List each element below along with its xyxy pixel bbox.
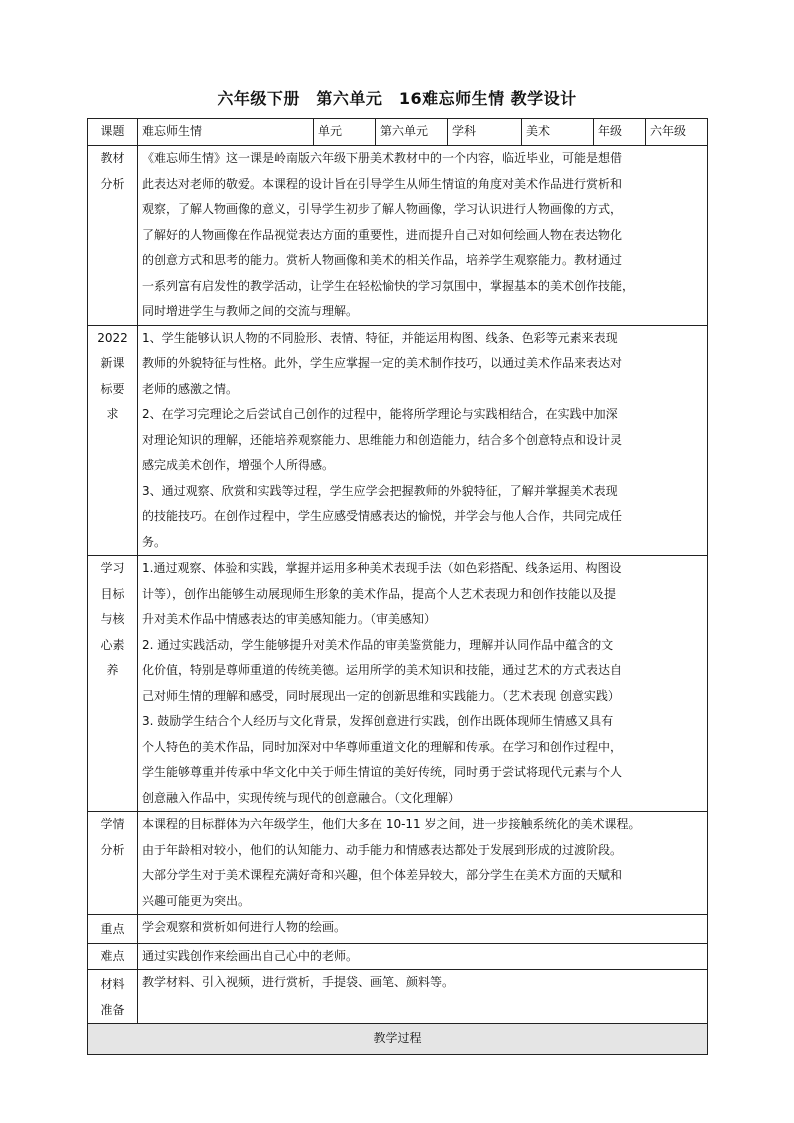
section-row — [88, 943, 708, 970]
content-line: 计等），创作出能够生动展现师生形象的美术作品，提高个人艺术表现力和创作技能以及提 — [142, 586, 617, 601]
content-line: 2、在学习完理论之后尝试自己创作的过程中，能将所学理论与实践相结合，在实践中加深 — [142, 407, 618, 421]
content-line: 升对美术作品中情感表达的审美感知能力。（审美感知） — [142, 612, 437, 626]
content-line: 2. 通过实践活动，学生能够提升对美术作品的审美鉴赏能力，理解并认同作品中蕴含的文 — [142, 637, 614, 652]
section-row — [88, 812, 708, 915]
section-label-line: 心素 — [100, 637, 125, 652]
document-title: 六年级下册 第六单元 16难忘师生情 教学设计 — [217, 89, 577, 108]
section-label-line: 分析 — [100, 842, 125, 857]
content-line: 3. 鼓励学生结合个人经历与文化背景，发挥创意进行实践，创作出既体现师生情感又具有 — [142, 714, 614, 728]
section-label-line: 新课 — [100, 356, 125, 370]
content-line: 对理论知识的理解，还能培养观察能力、思维能力和创造能力，结合多个创意特点和设计灵 — [142, 432, 623, 447]
section-label-line: 准备 — [100, 1002, 125, 1017]
header-row — [88, 119, 708, 146]
subject-label: 学科 — [448, 119, 522, 146]
section-content — [138, 970, 708, 1024]
section-content — [138, 556, 708, 812]
lesson-plan-table — [87, 118, 708, 1055]
content-line: 学生能够尊重并传承中华文化中关于师生情谊的美好传统，同时勇于尝试将现代元素与个人 — [142, 765, 623, 779]
content-line: 兴趣可能更为突出。 — [142, 893, 251, 908]
section-label-line: 材料 — [100, 977, 125, 991]
section-label-line: 学情 — [100, 817, 125, 831]
section-row — [88, 146, 708, 326]
section-row — [88, 325, 708, 556]
section-label-line: 重点 — [100, 922, 125, 936]
teaching-process-row — [88, 1024, 708, 1055]
content-line: 创意融入作品中，实现传统与现代的创意融合。（文化理解） — [142, 790, 461, 805]
section-row — [88, 915, 708, 944]
section-label-line: 教材 — [100, 151, 125, 165]
content-line: 老师的感激之情。 — [142, 381, 239, 396]
content-line: 1.通过观察、体验和实践，掌握并运用多种美术表现手法（如色彩搭配、线条运用、构图设 — [142, 561, 622, 575]
grade-label: 年级 — [594, 119, 646, 146]
section-label — [88, 812, 138, 915]
section-label — [88, 556, 138, 812]
content-line: 1、学生能够认识人物的不同脸形、表情、特征，并能运用构图、线条、色彩等元素来表现 — [142, 330, 618, 345]
section-row — [88, 556, 708, 812]
content-line: 通过实践创作来绘画出自己心中的老师。 — [142, 948, 359, 963]
section-label-line: 学习 — [100, 561, 125, 575]
content-line: 《难忘师生情》这一课是岭南版六年级下册美术教材中的一个内容，临近毕业，可能是想借 — [142, 151, 623, 165]
section-label — [88, 970, 138, 1024]
content-line: 己对师生情的理解和感受，同时展现出一定的创新思维和实践能力。（艺术表现 创意实践） — [142, 688, 620, 703]
section-row — [88, 970, 708, 1024]
course-label: 课题 — [88, 119, 138, 146]
content-line: 大部分学生对于美术课程充满好奇和兴趣，但个体差异较大，部分学生在美术方面的天赋和 — [142, 868, 623, 882]
section-label-line: 与核 — [100, 612, 125, 626]
section-label-line: 养 — [106, 663, 119, 677]
section-content — [138, 146, 708, 326]
section-content — [138, 915, 708, 944]
unit-label: 单元 — [314, 119, 376, 146]
course-value: 难忘师生情 — [138, 119, 314, 146]
content-line: 的技能技巧。在创作过程中，学生应感受情感表达的愉悦，并学会与他人合作，共同完成任 — [142, 509, 623, 523]
section-label-line: 2022 — [97, 330, 128, 345]
content-line: 本课程的目标群体为六年级学生，他们大多在 10-11 岁之间，进一步接触系统化的美术课程。 — [142, 817, 641, 831]
content-line: 教师的外貌特征与性格。此外，学生应掌握一定的美术制作技巧，以通过美术作品来表达对 — [142, 356, 623, 370]
content-line: 此表达对老师的敬爱。本课程的设计旨在引导学生从师生情谊的角度对美术作品进行赏析和 — [142, 176, 623, 191]
teaching-process-heading: 教学过程 — [88, 1024, 708, 1055]
unit-value: 第六单元 — [376, 119, 448, 146]
section-label — [88, 915, 138, 944]
content-line: 学会观察和赏析如何进行人物的绘画。 — [142, 920, 347, 934]
section-label-line: 难点 — [100, 948, 125, 963]
content-line: 3、通过观察、欣赏和实践等过程，学生应学会把握教师的外貌特征，了解并掌握美术表现 — [142, 483, 618, 498]
section-content — [138, 943, 708, 970]
content-line — [142, 996, 703, 1022]
content-line: 由于年龄相对较小，他们的认知能力、动手能力和情感表达都处于发展到形成的过渡阶段。 — [142, 842, 623, 857]
section-label — [88, 146, 138, 326]
content-line: 教学材料、引入视频，进行赏析，手提袋、画笔、颜料等。 — [142, 975, 455, 989]
section-content — [138, 325, 708, 556]
content-line: 个人特色的美术作品，同时加深对中华尊师重道文化的理解和传承。在学习和创作过程中， — [142, 739, 623, 754]
section-label — [88, 943, 138, 970]
content-line: 同时增进学生与教师之间的交流与理解。 — [142, 304, 359, 318]
section-label — [88, 325, 138, 556]
grade-value: 六年级 — [646, 119, 708, 146]
section-label-line: 求 — [106, 407, 119, 421]
content-line: 化价值，特别是尊师重道的传统美德。运用所学的美术知识和技能，通过艺术的方式表达自 — [142, 663, 623, 677]
content-line: 务。 — [142, 534, 167, 549]
content-line: 的创意方式和思考的能力。赏析人物画像和美术的相关作品，培养学生观察能力。教材通过 — [142, 253, 623, 267]
content-line: 观察，了解人物画像的意义，引导学生初步了解人物画像，学习认识进行人物画像的方式， — [142, 202, 623, 216]
section-content — [138, 812, 708, 915]
section-label-line: 目标 — [100, 586, 125, 601]
content-line: 一系列富有启发性的教学活动，让学生在轻松愉快的学习氛围中，掌握基本的美术创作技能， — [142, 278, 635, 293]
content-line: 了解好的人物画像在作品视觉表达方面的重要性，进而提升自己对如何绘画人物在表达物化 — [142, 227, 623, 242]
section-label-line: 分析 — [100, 176, 125, 191]
subject-value: 美术 — [522, 119, 594, 146]
content-line: 感完成美术创作，增强个人所得感。 — [142, 458, 335, 472]
section-label-line: 标要 — [100, 381, 125, 396]
